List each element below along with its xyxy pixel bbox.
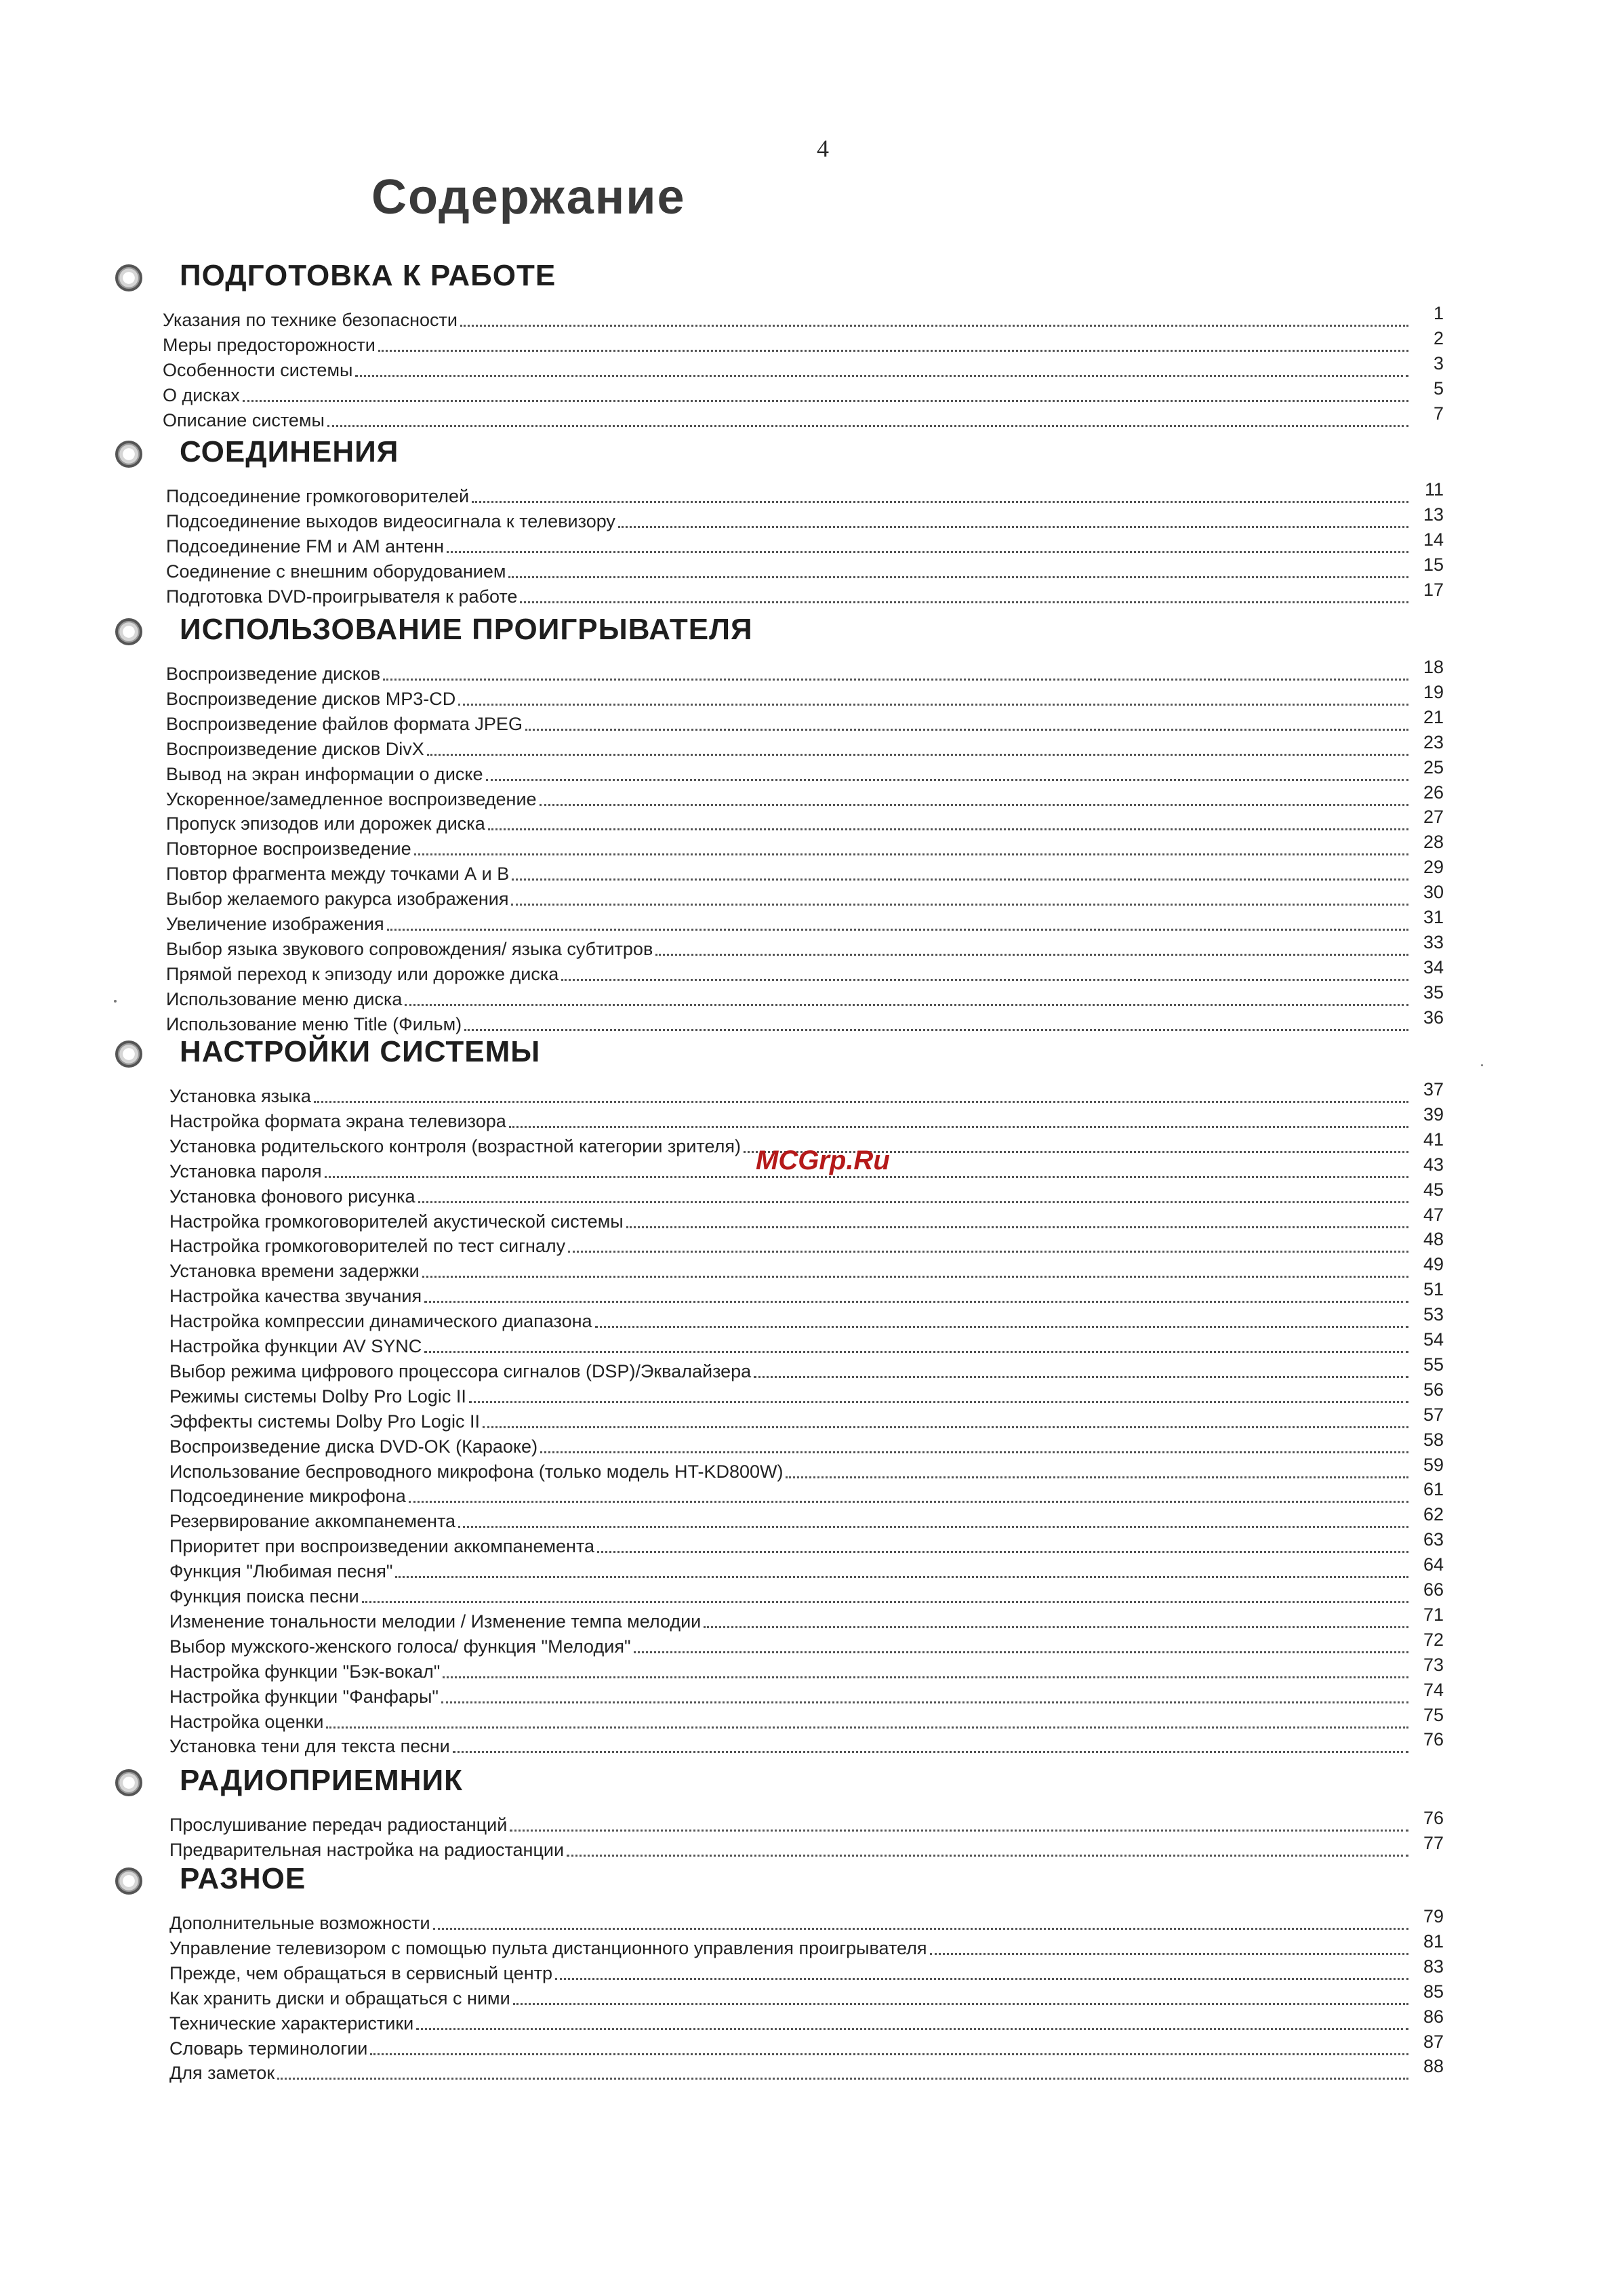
- entry-page-number: 59: [1423, 1455, 1444, 1475]
- entry-page-number: 30: [1423, 882, 1444, 902]
- dot-leader: [327, 424, 1408, 427]
- entry-label: Соединение с внешним оборудованием: [166, 561, 506, 582]
- entry-label: Воспроизведение файлов формата JPEG: [166, 714, 523, 734]
- toc-entry: [166, 857, 1444, 885]
- dot-leader: [427, 753, 1408, 756]
- entry-label: Резервирование аккомпанемента: [169, 1511, 456, 1531]
- entry-label: Установка пароля: [169, 1161, 322, 1181]
- entry-page-number: 17: [1423, 580, 1444, 600]
- dot-leader: [362, 1600, 1408, 1603]
- entry-label: Воспроизведение диска DVD-OK (Караоке): [169, 1436, 538, 1457]
- entry-page-number: 45: [1423, 1179, 1444, 1200]
- toc-entry: [166, 504, 1444, 532]
- dot-leader: [618, 525, 1408, 528]
- entry-label: Использование меню диска: [166, 989, 403, 1009]
- toc-entry: [166, 529, 1444, 557]
- dot-leader: [409, 1500, 1408, 1503]
- entry-page-number: 21: [1423, 707, 1444, 727]
- dot-leader: [383, 678, 1408, 681]
- dot-leader: [626, 1226, 1408, 1228]
- entry-page-number: 75: [1423, 1705, 1444, 1725]
- toc-entry: [169, 1956, 1444, 1984]
- entry-page-number: 74: [1423, 1680, 1444, 1700]
- entry-label: Подсоединение FM и AM антенн: [166, 536, 444, 557]
- entry-page-number: 62: [1423, 1504, 1444, 1524]
- entry-page-number: 2: [1433, 328, 1444, 348]
- dot-leader: [387, 928, 1408, 931]
- scan-speck: [1481, 1064, 1483, 1066]
- entry-page-number: 49: [1423, 1254, 1444, 1274]
- dot-leader: [483, 1426, 1408, 1428]
- dot-leader: [416, 2027, 1408, 2030]
- toc-entry: [169, 1405, 1444, 1432]
- dot-leader: [443, 1676, 1408, 1678]
- entry-page-number: 86: [1423, 2006, 1444, 2027]
- dot-leader: [540, 803, 1408, 806]
- entry-page-number: 35: [1423, 982, 1444, 1003]
- entry-page-number: 53: [1423, 1304, 1444, 1325]
- dot-leader: [786, 1476, 1408, 1478]
- dot-leader: [525, 728, 1408, 731]
- entry-page-number: 88: [1423, 2056, 1444, 2076]
- toc-entry: [169, 1205, 1444, 1232]
- dot-leader: [634, 1651, 1408, 1653]
- entry-label: Меры предосторожности: [163, 335, 375, 355]
- section-bullet-icon: [115, 1769, 142, 1796]
- toc-entry: [169, 1279, 1444, 1307]
- dot-leader: [355, 374, 1408, 377]
- toc-entry: [166, 957, 1444, 985]
- entry-page-number: 5: [1433, 378, 1444, 399]
- toc-entry: [166, 732, 1444, 760]
- entry-page-number: 54: [1423, 1329, 1444, 1350]
- entry-label: Пропуск эпизодов или дорожек диска: [166, 813, 485, 834]
- entry-label: Подсоединение микрофона: [169, 1486, 406, 1506]
- entry-page-number: 14: [1423, 529, 1444, 550]
- entry-page-number: 28: [1423, 832, 1444, 852]
- toc-entry: [169, 1329, 1444, 1357]
- section-title: СОЕДИНЕНИЯ: [180, 435, 399, 468]
- section-title: ПОДГОТОВКА К РАБОТЕ: [180, 259, 556, 292]
- toc-entry: [163, 303, 1444, 331]
- entry-page-number: 34: [1423, 957, 1444, 977]
- entry-label: Эффекты системы Dolby Pro Logic II: [169, 1411, 480, 1432]
- toc-entry: [166, 832, 1444, 860]
- toc-entry: [169, 1680, 1444, 1708]
- entry-label: Дополнительные возможности: [169, 1913, 430, 1933]
- entry-page-number: 27: [1423, 807, 1444, 827]
- toc-entry: [169, 1729, 1444, 1757]
- toc-entry: [166, 657, 1444, 685]
- entry-page-number: 33: [1423, 932, 1444, 952]
- entry-label: Настройка функции "Бэк-вокал": [169, 1661, 441, 1682]
- section-title: РАЗНОЕ: [180, 1862, 306, 1895]
- entry-label: Использование меню Title (Фильм): [166, 1014, 462, 1034]
- dot-leader: [277, 2077, 1408, 2080]
- dot-leader: [561, 978, 1408, 981]
- entry-label: Ускоренное/замедленное воспроизведение: [166, 789, 537, 809]
- entry-page-number: 55: [1423, 1354, 1444, 1375]
- toc-entry: [169, 1655, 1444, 1682]
- entry-page-number: 66: [1423, 1579, 1444, 1600]
- dot-leader: [460, 324, 1408, 327]
- entry-label: Управление телевизором с помощью пульта дистанционного управления проигрывателя: [169, 1938, 927, 1958]
- entry-label: Прямой переход к эпизоду или дорожке диска: [166, 964, 559, 984]
- entry-label: Повторное воспроизведение: [166, 839, 411, 859]
- toc-entry: [169, 1808, 1444, 1836]
- section-bullet-icon: [115, 1867, 142, 1895]
- entry-label: Установка времени задержки: [169, 1261, 420, 1281]
- entry-page-number: 87: [1423, 2032, 1444, 2052]
- entry-label: Режимы системы Dolby Pro Logic II: [169, 1386, 466, 1407]
- entry-label: Настройка качества звучания: [169, 1286, 422, 1306]
- toc-entry: [169, 1579, 1444, 1607]
- toc-entry: [163, 378, 1444, 406]
- dot-leader: [405, 1003, 1408, 1006]
- entry-page-number: 29: [1423, 857, 1444, 877]
- dot-leader: [930, 1952, 1408, 1955]
- entry-label: Для заметок: [169, 2063, 275, 2083]
- entry-label: Выбор режима цифрового процессора сигналов (DSP)/Эквалайзера: [169, 1361, 752, 1381]
- entry-page-number: 47: [1423, 1205, 1444, 1225]
- entry-page-number: 77: [1423, 1833, 1444, 1853]
- entry-label: Подсоединение выходов видеосигнала к телевизору: [166, 511, 615, 531]
- toc-entry: [169, 1354, 1444, 1382]
- entry-label: Воспроизведение дисков: [166, 664, 381, 684]
- entry-label: О дисках: [163, 385, 240, 405]
- entry-page-number: 79: [1423, 1906, 1444, 1926]
- toc-entry: [166, 807, 1444, 834]
- entry-page-number: 72: [1423, 1630, 1444, 1650]
- dot-leader: [655, 953, 1408, 956]
- dot-leader: [754, 1375, 1408, 1378]
- entry-page-number: 61: [1423, 1479, 1444, 1499]
- entry-label: Изменение тональности мелодии / Изменение темпа мелодии: [169, 1611, 702, 1632]
- entry-label: Использование беспроводного микрофона (только модель HT-KD800W): [169, 1461, 784, 1482]
- entry-page-number: 76: [1423, 1729, 1444, 1750]
- toc-entry: [163, 353, 1444, 381]
- entry-label: Как хранить диски и обращаться с ними: [169, 1988, 510, 2008]
- toc-entry: [169, 1630, 1444, 1657]
- dot-leader: [597, 1550, 1408, 1553]
- entry-label: Настройка громкоговорителей по тест сигналу: [169, 1236, 566, 1256]
- toc-entry: [166, 907, 1444, 935]
- entry-label: Увеличение изображения: [166, 914, 384, 934]
- dot-leader: [458, 703, 1408, 706]
- entry-label: Воспроизведение дисков DivX: [166, 739, 424, 759]
- entry-label: Установка языка: [169, 1086, 311, 1106]
- entry-page-number: 19: [1423, 682, 1444, 702]
- toc-entry: [169, 2056, 1444, 2084]
- dot-leader: [243, 399, 1408, 402]
- entry-page-number: 85: [1423, 1981, 1444, 2002]
- entry-page-number: 56: [1423, 1379, 1444, 1400]
- entry-page-number: 48: [1423, 1229, 1444, 1249]
- dot-leader: [314, 1100, 1408, 1103]
- entry-page-number: 25: [1423, 757, 1444, 777]
- dot-leader: [422, 1275, 1408, 1278]
- dot-leader: [469, 1400, 1408, 1403]
- dot-leader: [510, 1829, 1408, 1832]
- toc-entry: [169, 1906, 1444, 1934]
- entry-label: Настройка функции "Фанфары": [169, 1686, 439, 1707]
- entry-label: Настройка функции AV SYNC: [169, 1336, 422, 1356]
- section-bullet-icon: [115, 618, 142, 645]
- section-bullet-icon: [115, 1041, 142, 1068]
- dot-leader: [433, 1927, 1408, 1930]
- dot-leader: [486, 778, 1408, 781]
- page-title: Содержание: [371, 170, 686, 224]
- entry-label: Выбор желаемого ракурса изображения: [166, 889, 509, 909]
- entry-page-number: 83: [1423, 1956, 1444, 1977]
- dot-leader: [458, 1525, 1408, 1528]
- toc-entry: [169, 1554, 1444, 1582]
- toc-entry: [166, 1007, 1444, 1035]
- entry-label: Настройка компрессии динамического диапазона: [169, 1311, 592, 1331]
- toc-entry: [169, 1254, 1444, 1282]
- section-title: ИСПОЛЬЗОВАНИЕ ПРОИГРЫВАТЕЛЯ: [180, 613, 753, 646]
- toc-entry: [169, 1604, 1444, 1632]
- toc-entry: [166, 554, 1444, 582]
- entry-page-number: 3: [1433, 353, 1444, 373]
- dot-leader: [447, 550, 1408, 553]
- toc-entry: [169, 1479, 1444, 1507]
- entry-page-number: 57: [1423, 1405, 1444, 1425]
- dot-leader: [370, 2053, 1408, 2055]
- entry-label: Предварительная настройка на радиостанции: [169, 1840, 565, 1860]
- dot-leader: [513, 2002, 1408, 2005]
- dot-leader: [414, 853, 1408, 855]
- toc-entry: [169, 1104, 1444, 1132]
- scan-speck: [114, 1000, 117, 1003]
- entry-page-number: 15: [1423, 554, 1444, 575]
- dot-leader: [704, 1625, 1408, 1628]
- dot-leader: [395, 1575, 1408, 1578]
- toc-entry: [163, 328, 1444, 356]
- entry-page-number: 26: [1423, 782, 1444, 803]
- toc-entry: [166, 882, 1444, 910]
- dot-leader: [595, 1325, 1408, 1328]
- toc-entry: [169, 1931, 1444, 1959]
- dot-leader: [508, 575, 1408, 578]
- entry-label: Указания по технике безопасности: [163, 310, 458, 330]
- toc-entry: [169, 1455, 1444, 1482]
- toc-entry: [166, 682, 1444, 710]
- dot-leader: [424, 1300, 1408, 1303]
- toc-entry: [169, 1379, 1444, 1407]
- entry-label: Настройка громкоговорителей акустической системы: [169, 1211, 624, 1232]
- page-number: 4: [817, 135, 829, 162]
- entry-label: Вывод на экран информации о диске: [166, 764, 483, 784]
- dot-leader: [488, 828, 1408, 830]
- entry-page-number: 31: [1423, 907, 1444, 927]
- toc-entry: [169, 1079, 1444, 1107]
- entry-page-number: 81: [1423, 1931, 1444, 1952]
- entry-label: Настройка формата экрана телевизора: [169, 1111, 506, 1131]
- entry-label: Описание системы: [163, 410, 325, 430]
- entry-page-number: 18: [1423, 657, 1444, 677]
- toc-entry: [169, 1833, 1444, 1861]
- toc-entry: [166, 580, 1444, 607]
- dot-leader: [520, 601, 1408, 603]
- toc-entry: [166, 982, 1444, 1010]
- dot-leader: [555, 1977, 1408, 1980]
- entry-label: Словарь терминологии: [169, 2038, 368, 2059]
- entry-label: Функция поиска песни: [169, 1586, 359, 1607]
- dot-leader: [441, 1701, 1408, 1703]
- entry-label: Настройка оценки: [169, 1712, 324, 1732]
- toc-entry: [169, 2006, 1444, 2034]
- toc-entry: [169, 1229, 1444, 1257]
- toc-entry: [166, 757, 1444, 785]
- dot-leader: [540, 1451, 1408, 1453]
- entry-label: Установка родительского контроля (возрастной категории зрителя): [169, 1136, 741, 1156]
- entry-page-number: 73: [1423, 1655, 1444, 1675]
- entry-page-number: 63: [1423, 1529, 1444, 1550]
- entry-page-number: 64: [1423, 1554, 1444, 1575]
- toc-entry: [166, 782, 1444, 810]
- section-title: НАСТРОЙКИ СИСТЕМЫ: [180, 1035, 541, 1068]
- toc-entry: [166, 932, 1444, 960]
- dot-leader: [472, 500, 1408, 503]
- entry-page-number: 37: [1423, 1079, 1444, 1099]
- watermark: MCGrp.Ru: [756, 1146, 890, 1175]
- entry-label: Прежде, чем обращаться в сервисный центр: [169, 1963, 552, 1983]
- entry-label: Функция "Любимая песня": [169, 1561, 393, 1581]
- entry-label: Подсоединение громкоговорителей: [166, 486, 470, 506]
- entry-page-number: 1: [1433, 303, 1444, 323]
- entry-label: Прослушивание передач радиостанций: [169, 1815, 508, 1835]
- dot-leader: [378, 349, 1408, 352]
- entry-page-number: 58: [1423, 1430, 1444, 1450]
- dot-leader: [326, 1726, 1408, 1729]
- entry-page-number: 7: [1433, 403, 1444, 424]
- dot-leader: [512, 878, 1408, 881]
- toc-entry: [169, 1179, 1444, 1207]
- entry-label: Выбор мужского-женского голоса/ функция "Мелодия": [169, 1636, 631, 1657]
- toc-entry: [169, 1529, 1444, 1557]
- section-title: РАДИОПРИЕМНИК: [180, 1764, 463, 1797]
- entry-label: Повтор фрагмента между точками А и В: [166, 864, 510, 884]
- toc-entry: [169, 1304, 1444, 1332]
- entry-page-number: 51: [1423, 1279, 1444, 1299]
- toc-entry: [169, 1430, 1444, 1457]
- section-bullet-icon: [115, 441, 142, 468]
- entry-page-number: 76: [1423, 1808, 1444, 1828]
- dot-leader: [511, 903, 1408, 906]
- toc-entry: [169, 1981, 1444, 2009]
- entry-label: Выбор языка звукового сопровождения/ языка субтитров: [166, 939, 653, 959]
- entry-page-number: 43: [1423, 1154, 1444, 1175]
- dot-leader: [464, 1028, 1408, 1031]
- entry-page-number: 11: [1424, 479, 1444, 500]
- dot-leader: [424, 1350, 1408, 1353]
- toc-entry: [163, 403, 1444, 431]
- entry-page-number: 23: [1423, 732, 1444, 752]
- entry-page-number: 39: [1423, 1104, 1444, 1125]
- entry-label: Особенности системы: [163, 360, 353, 380]
- entry-label: Подготовка DVD-проигрывателя к работе: [166, 586, 518, 607]
- entry-page-number: 13: [1423, 504, 1444, 525]
- toc-entry: [166, 479, 1444, 507]
- entry-page-number: 41: [1423, 1129, 1444, 1150]
- dot-leader: [453, 1750, 1408, 1753]
- dot-leader: [567, 1854, 1408, 1857]
- dot-leader: [418, 1200, 1408, 1203]
- entry-label: Установка тени для текста песни: [169, 1736, 450, 1756]
- entry-label: Воспроизведение дисков MP3-CD: [166, 689, 456, 709]
- toc-entry: [169, 1504, 1444, 1532]
- entry-label: Приоритет при воспроизведении аккомпанемента: [169, 1536, 595, 1556]
- toc-entry: [169, 1705, 1444, 1733]
- entry-page-number: 36: [1423, 1007, 1444, 1028]
- dot-leader: [509, 1125, 1408, 1128]
- entry-page-number: 71: [1423, 1604, 1444, 1625]
- entry-label: Технические характеристики: [169, 2013, 414, 2034]
- entry-label: Установка фонового рисунка: [169, 1186, 415, 1207]
- toc-entry: [166, 707, 1444, 735]
- toc-entry: [169, 2032, 1444, 2059]
- section-bullet-icon: [115, 264, 142, 291]
- dot-leader: [568, 1250, 1408, 1253]
